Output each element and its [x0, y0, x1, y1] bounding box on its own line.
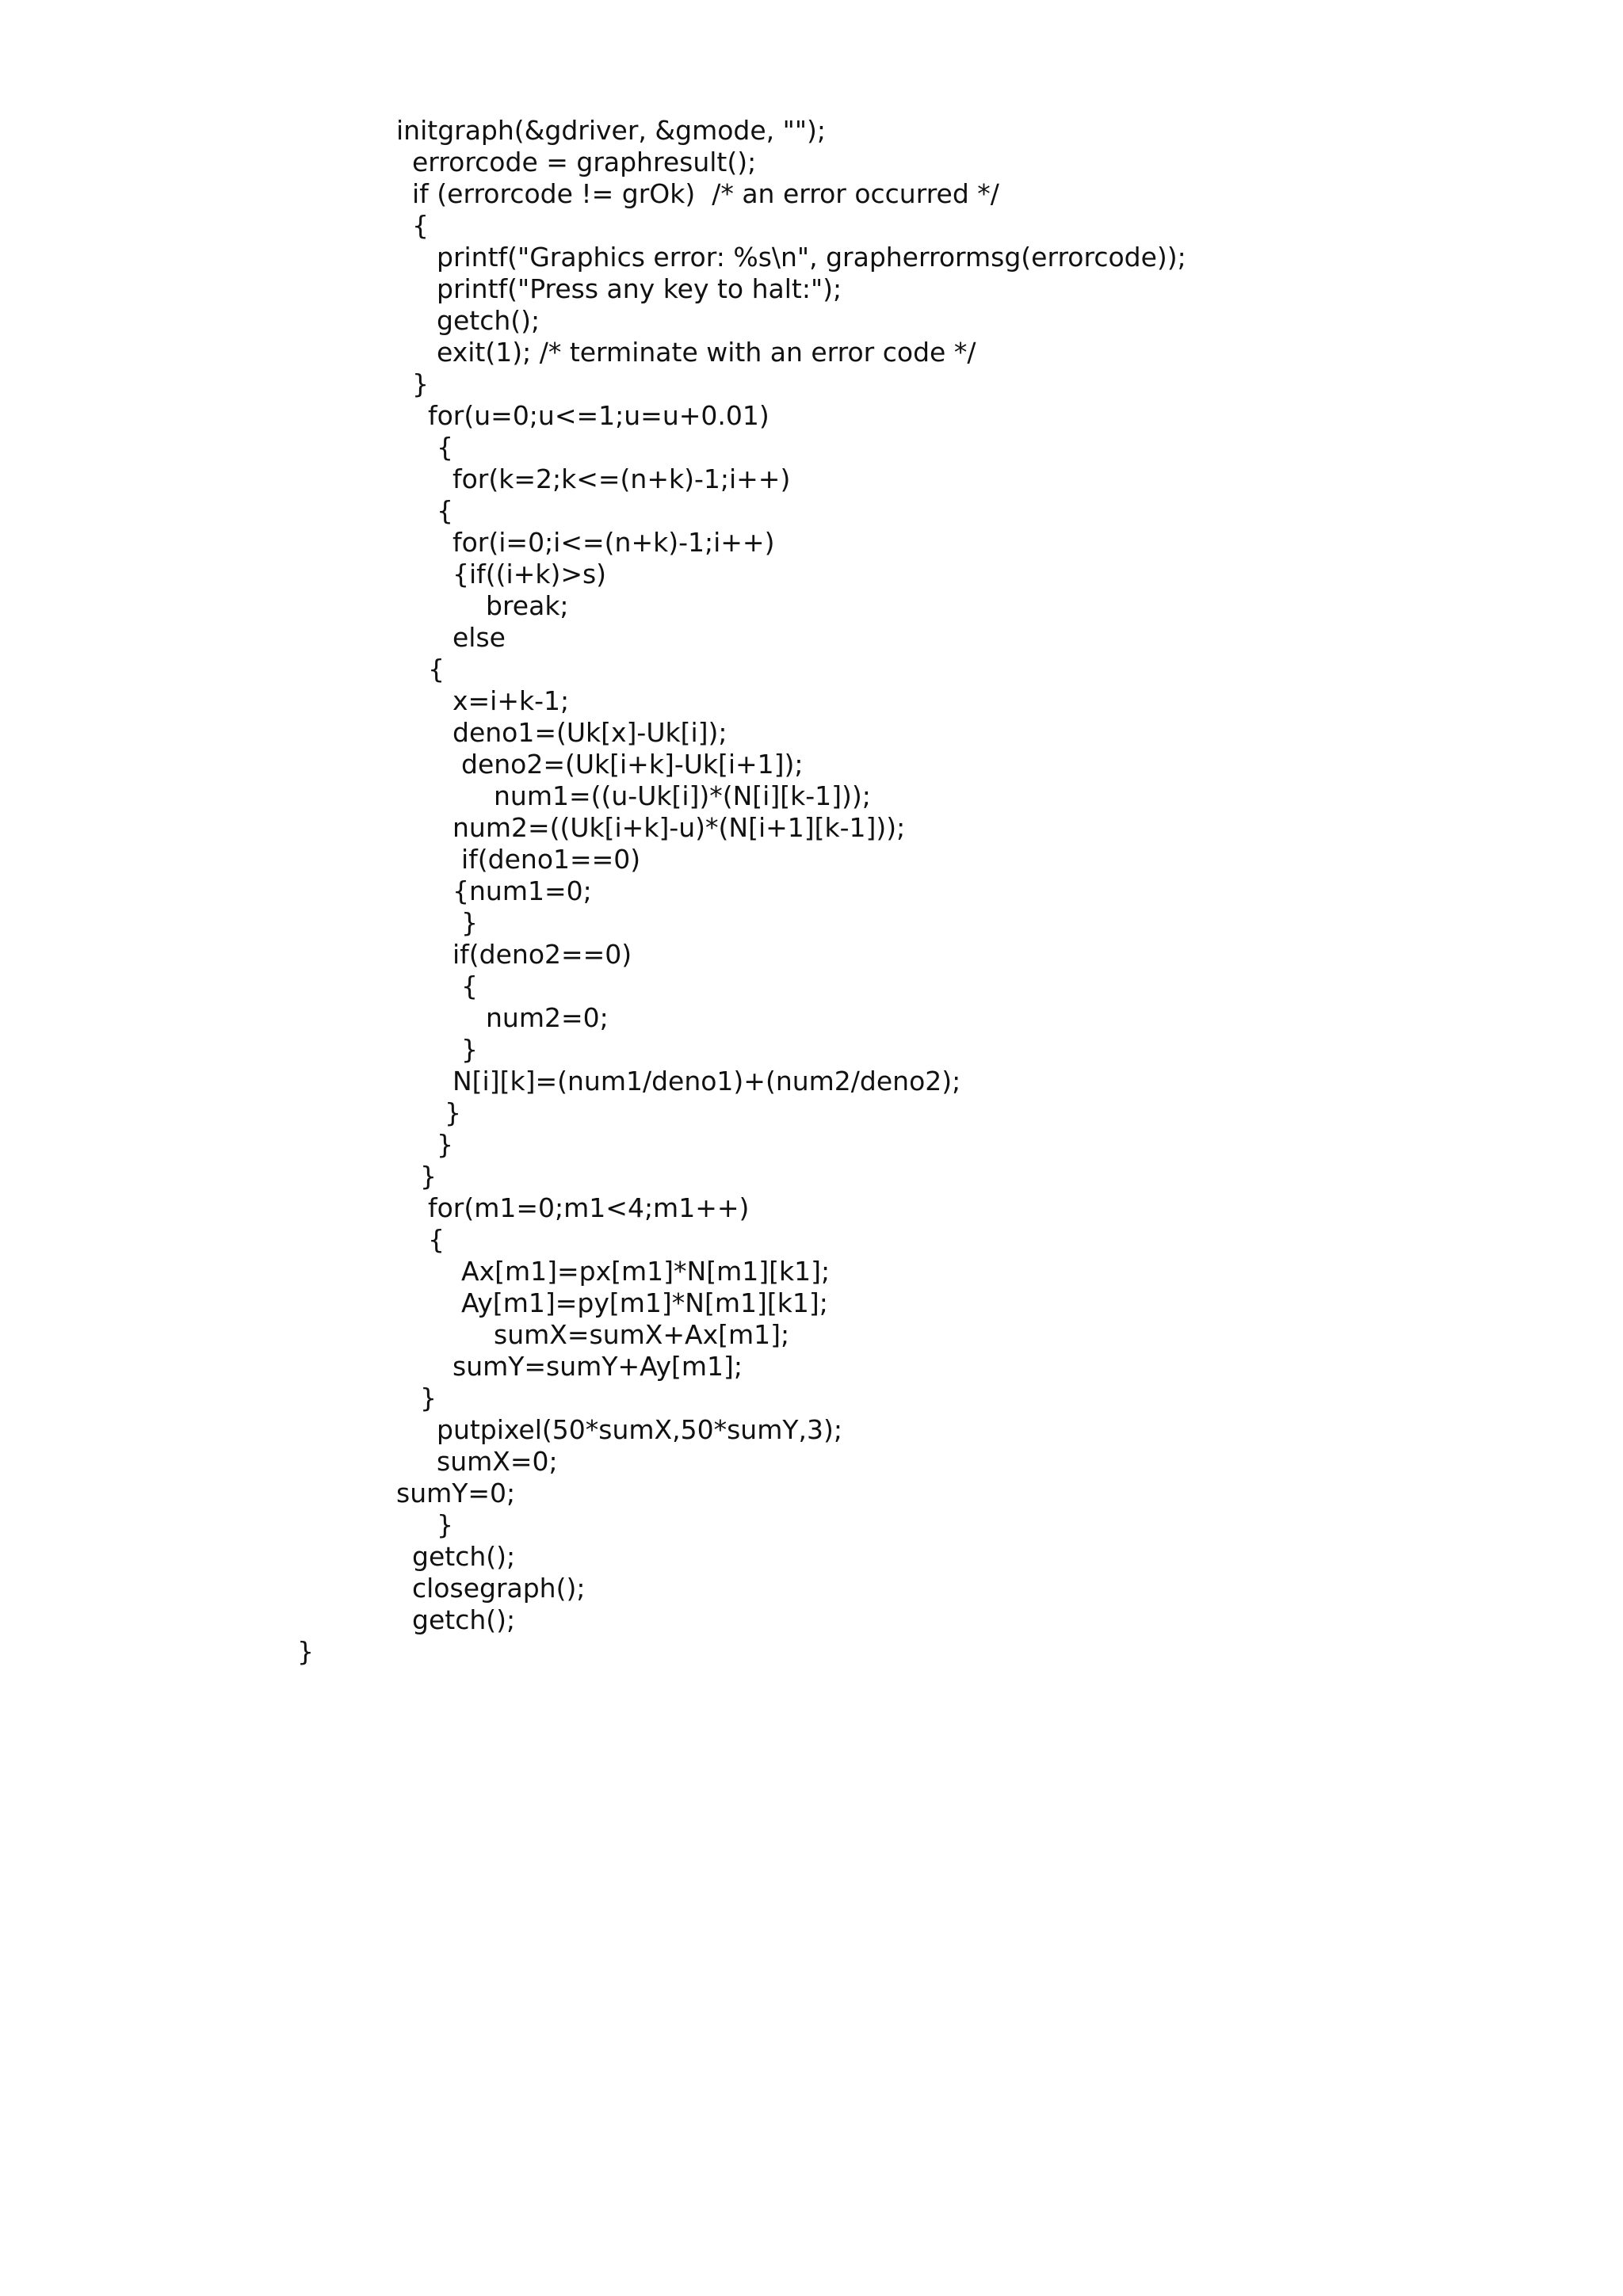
code-line: closegraph(); [412, 1573, 586, 1604]
code-line: printf("Graphics error: %s\n", grapherrormsg(errorcode)); [437, 242, 1186, 273]
code-line: exit(1); /* terminate with an error code */ [437, 337, 976, 368]
code-line: initgraph(&gdriver, &gmode, ""); [396, 115, 827, 146]
code-line: for(m1=0;m1<4;m1++) [428, 1192, 750, 1223]
code-line: printf("Press any key to halt:"); [437, 273, 842, 304]
code-line: } [437, 1129, 453, 1160]
code-line: sumY=0; [396, 1478, 516, 1508]
code-line: num2=0; [486, 1002, 609, 1033]
code-line: getch(); [412, 1541, 516, 1572]
code-line: } [461, 1034, 478, 1065]
code-line: N[i][k]=(num1/deno1)+(num2/deno2); [453, 1066, 961, 1097]
code-line: num1=((u-Uk[i])*(N[i][k-1])); [494, 780, 871, 811]
code-line: if(deno2==0) [453, 939, 632, 970]
code-line: { [437, 495, 453, 526]
code-line: { [428, 654, 445, 685]
code-line: errorcode = graphresult(); [412, 147, 757, 177]
code-line: sumX=sumX+Ax[m1]; [494, 1319, 790, 1350]
code-line: { [412, 210, 429, 241]
code-line: deno1=(Uk[x]-Uk[i]); [453, 717, 727, 748]
code-line: sumY=sumY+Ay[m1]; [453, 1351, 743, 1382]
code-line: Ay[m1]=py[m1]*N[m1][k1]; [461, 1287, 828, 1318]
code-line: sumX=0; [437, 1446, 558, 1477]
code-line: {if((i+k)>s) [453, 559, 607, 589]
code-line: {num1=0; [453, 875, 592, 906]
code-line: deno2=(Uk[i+k]-Uk[i+1]); [461, 749, 804, 780]
code-line: for(u=0;u<=1;u=u+0.01) [428, 400, 769, 431]
code-line: } [437, 1509, 453, 1540]
code-line: { [437, 432, 453, 463]
code-line: } [412, 368, 429, 399]
code-line: else [453, 622, 506, 653]
code-line: if(deno1==0) [461, 844, 641, 875]
code-line: for(i=0;i<=(n+k)-1;i++) [453, 527, 775, 558]
code-line: putpixel(50*sumX,50*sumY,3); [437, 1414, 842, 1445]
code-line: break; [486, 590, 569, 621]
code-line: } [297, 1636, 314, 1667]
code-line: for(k=2;k<=(n+k)-1;i++) [453, 463, 791, 494]
code-line: getch(); [412, 1604, 516, 1635]
code-line: } [420, 1383, 437, 1413]
code-line: } [420, 1161, 437, 1192]
code-line: if (errorcode != grOk) /* an error occurred */ [412, 178, 999, 209]
code-line: Ax[m1]=px[m1]*N[m1][k1]; [461, 1256, 831, 1287]
code-line: x=i+k-1; [453, 685, 570, 716]
code-line: { [428, 1224, 445, 1255]
code-line: } [461, 907, 478, 938]
code-line: } [445, 1097, 461, 1128]
code-line: getch(); [437, 305, 540, 336]
code-line: { [461, 971, 478, 1001]
code-line: num2=((Uk[i+k]-u)*(N[i+1][k-1])); [453, 812, 906, 843]
